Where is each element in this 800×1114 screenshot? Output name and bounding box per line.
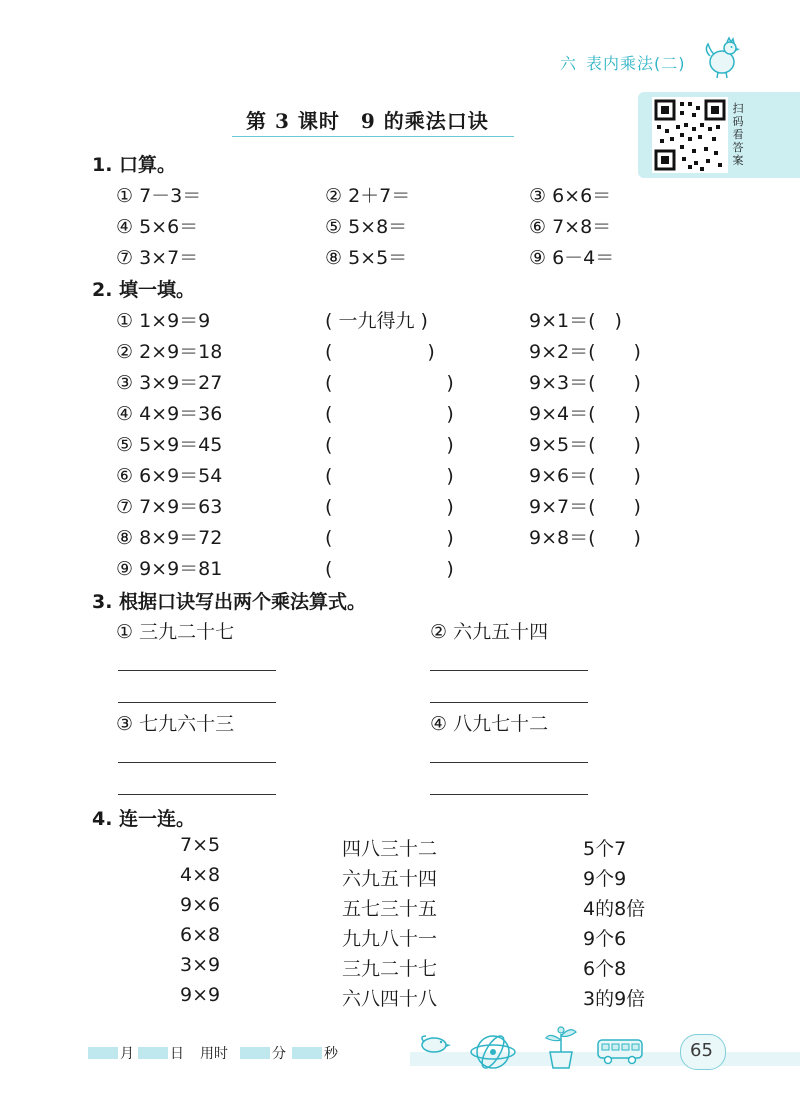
s1-r3-c3: ⑨ 6－4＝ [529,247,615,269]
bird-icon [418,1030,452,1056]
s3-item-4: ④ 八九七十二 [430,713,549,735]
s4-left-item[interactable]: 9×9 [180,984,221,1006]
s4-middle-item[interactable]: 六九五十四 [342,868,438,890]
s2-r5-eq: ⑤ 5×9＝45 [116,434,223,456]
page-number: 65 [690,1040,713,1061]
month-field[interactable] [88,1047,118,1059]
s3-answer-line[interactable] [118,670,276,671]
s4-left-item[interactable]: 9×6 [180,894,221,916]
s1-r1-c1: ① 7－3＝ [116,185,202,207]
header-unit: 六 [560,54,578,73]
second-field[interactable] [292,1047,322,1059]
s2-r7-right[interactable]: 9×7＝( ) [529,496,641,518]
s4-right-item[interactable]: 9个6 [583,928,627,950]
section-2-title: 2. 填一填。 [92,279,196,301]
s4-right-item[interactable]: 9个9 [583,868,627,890]
s2-r9-rhyme[interactable]: ( ) [325,558,454,580]
s4-middle-item[interactable]: 五七三十五 [342,898,438,920]
s2-r3-right[interactable]: 9×3＝( ) [529,372,641,394]
time-used-label: 用时 [200,1046,228,1062]
section-4-title: 4. 连一连。 [92,808,196,830]
s2-r4-right[interactable]: 9×4＝( ) [529,403,641,425]
day-label: 日 [170,1046,184,1062]
s3-answer-line[interactable] [118,762,276,763]
s2-r4-eq: ④ 4×9＝36 [116,403,223,425]
s4-middle-item[interactable]: 四八三十二 [342,838,438,860]
s2-r6-eq: ⑥ 6×9＝54 [116,465,223,487]
s1-r2-c3: ⑥ 7×8＝ [529,216,612,238]
s2-r3-rhyme[interactable]: ( ) [325,372,454,394]
minute-label: 分 [272,1046,286,1062]
s4-middle-item[interactable]: 六八四十八 [342,988,438,1010]
s4-middle-item[interactable]: 九九八十一 [342,928,438,950]
s3-answer-line[interactable] [430,762,588,763]
s2-r1-rhyme: ( 一九得九 ) [325,310,428,332]
s4-right-item[interactable]: 6个8 [583,958,627,980]
s2-r7-eq: ⑦ 7×9＝63 [116,496,223,518]
s1-r2-c2: ⑤ 5×8＝ [325,216,408,238]
s2-r7-rhyme[interactable]: ( ) [325,496,454,518]
plant-icon [540,1022,582,1070]
s2-r6-right[interactable]: 9×6＝( ) [529,465,641,487]
s2-r5-right[interactable]: 9×5＝( ) [529,434,641,456]
s2-r1-right: 9×1＝( ) [529,310,622,332]
s3-answer-line[interactable] [118,794,276,795]
s2-r2-eq: ② 2×9＝18 [116,341,223,363]
minute-field[interactable] [240,1047,270,1059]
qr-code-icon [652,97,728,173]
second-label: 秒 [324,1046,338,1062]
s3-item-1: ① 三九二十七 [116,621,235,643]
atom-icon [468,1032,518,1072]
s1-r2-c1: ④ 5×6＝ [116,216,199,238]
lesson-title: 第 3 课时 9 的乘法口诀 [246,109,489,133]
qr-label: 扫码看答案 [732,102,744,167]
s4-right-item[interactable]: 3的9倍 [583,988,646,1010]
header-unit-title: 表内乘法(二) [586,54,686,73]
s3-item-3: ③ 七九六十三 [116,713,235,735]
s2-r2-right[interactable]: 9×2＝( ) [529,341,641,363]
month-label: 月 [120,1046,134,1062]
s2-r2-rhyme[interactable]: ( ) [325,341,435,363]
s2-r5-rhyme[interactable]: ( ) [325,434,454,456]
s1-r3-c1: ⑦ 3×7＝ [116,247,199,269]
s3-answer-line[interactable] [430,670,588,671]
day-field[interactable] [138,1047,168,1059]
s3-answer-line[interactable] [430,702,588,703]
s4-right-item[interactable]: 4的8倍 [583,898,646,920]
s2-r8-right[interactable]: 9×8＝( ) [529,527,641,549]
s4-right-item[interactable]: 5个7 [583,838,627,860]
s4-left-item[interactable]: 6×8 [180,924,221,946]
s3-answer-line[interactable] [118,702,276,703]
s1-r3-c2: ⑧ 5×5＝ [325,247,408,269]
section-1-title: 1. 口算。 [92,154,177,176]
s1-r1-c2: ② 2＋7＝ [325,185,411,207]
section-3-title: 3. 根据口诀写出两个乘法算式。 [92,591,367,613]
s2-r6-rhyme[interactable]: ( ) [325,465,454,487]
s3-answer-line[interactable] [430,794,588,795]
rooster-icon [702,36,742,80]
s4-left-item[interactable]: 3×9 [180,954,221,976]
s2-r8-rhyme[interactable]: ( ) [325,527,454,549]
s1-r1-c3: ③ 6×6＝ [529,185,612,207]
s2-r4-rhyme[interactable]: ( ) [325,403,454,425]
s2-r1-eq: ① 1×9＝9 [116,310,211,332]
s2-r8-eq: ⑧ 8×9＝72 [116,527,223,549]
s3-item-2: ② 六九五十四 [430,621,549,643]
s4-middle-item[interactable]: 三九二十七 [342,958,438,980]
s4-left-item[interactable]: 7×5 [180,834,221,856]
s4-left-item[interactable]: 4×8 [180,864,221,886]
s2-r9-eq: ⑨ 9×9＝81 [116,558,223,580]
bus-icon [596,1036,644,1066]
qr-code-box[interactable] [652,97,728,173]
title-underline [232,136,514,137]
s2-r3-eq: ③ 3×9＝27 [116,372,223,394]
